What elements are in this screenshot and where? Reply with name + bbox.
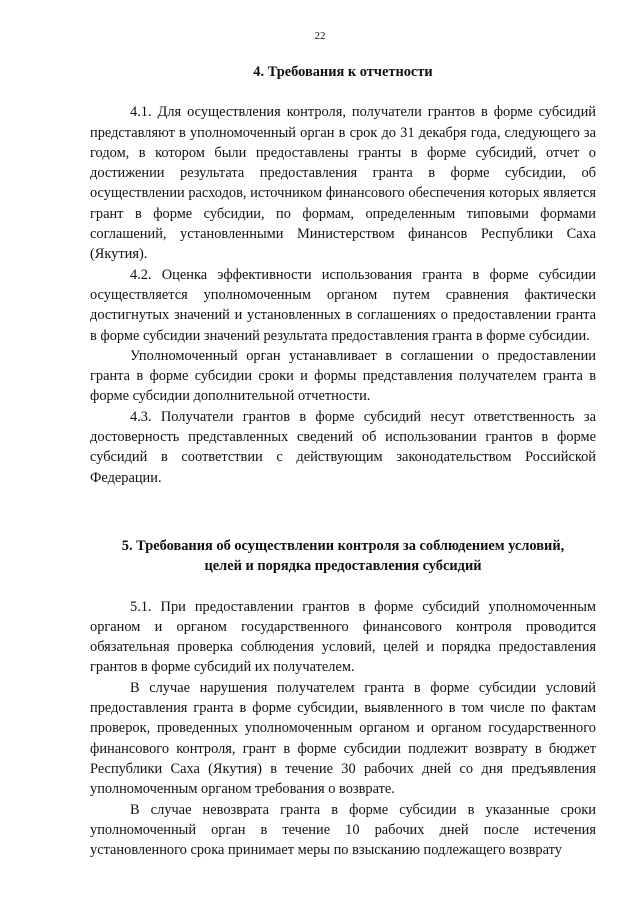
paragraph-4-2-cont: Уполномоченный орган устанавливает в соглашении о предоставлении гранта в форме субсидии сроки и формы представления получателем гранта в форме субсидии дополнительной отчетности. — [90, 347, 596, 405]
paragraph-5-violation: В случае нарушения получателем гранта в форме субсидии условий предоставления гранта в форме субсидии, выявленного в том числе по фактам проверок, проведенных уполномоченным органом и органом государственного финансового контроля, грант в форме субсидии подлежит возврату в бюджет Республики Саха (Якутия) в течение 30 рабочих дней со дня предъявления уполномоченным органом требования о возврате. — [90, 679, 596, 798]
page-number: 22 — [314, 30, 326, 42]
paragraph-5-1: 5.1. При предоставлении грантов в форме субсидий уполномоченным органом и органом государственного финансового контроля проводится обязательная проверка соблюдения условий, целей и порядка предоставления грантов в форме субсидий их получателем. — [90, 598, 596, 676]
paragraph-4-1: 4.1. Для осуществления контроля, получатели грантов в форме субсидий представляют в уполномоченный орган в срок до 31 декабря года, следующего за годом, в котором были предоставлены гранты в форме субсидий, отчет о достижении результата предоставления гранта в форме субсидии, об осуществлении расходов, источником финансового обеспечения которых является грант в форме субсидии, по формам, определенным типовыми формами соглашений, установленными Министерством финансов Республики Саха (Якутия). — [90, 104, 596, 263]
section-5-title — [90, 536, 596, 577]
section-5-title-line-1: 5. Требования об осуществлении контроля за соблюдением условий, — [121, 537, 565, 554]
section-5-title-line-2: целей и порядка предоставления субсидий — [204, 558, 482, 575]
paragraph-4-2: 4.2. Оценка эффективности использования гранта в форме субсидии осуществляется уполномоченным органом путем сравнения фактически достигнутых значений и установленных в соглашениях о предоставлении гранта в форме субсидии значений результата предоставления гранта в форме субсидии. — [90, 266, 596, 344]
section-4-title: 4. Требования к отчетности — [253, 64, 433, 80]
paragraph-5-non-return: В случае невозврата гранта в форме субсидии в указанные сроки уполномоченный орган в течение 10 рабочих дней после истечения установленного срока принимает меры по взысканию подлежащего возврату — [90, 801, 596, 859]
paragraph-4-3: 4.3. Получатели грантов в форме субсидий несут ответственность за достоверность представленных сведений об использовании грантов в форме субсидий в соответствии с действующим законодательством Российской Федерации. — [90, 408, 596, 486]
document-body — [90, 62, 596, 860]
